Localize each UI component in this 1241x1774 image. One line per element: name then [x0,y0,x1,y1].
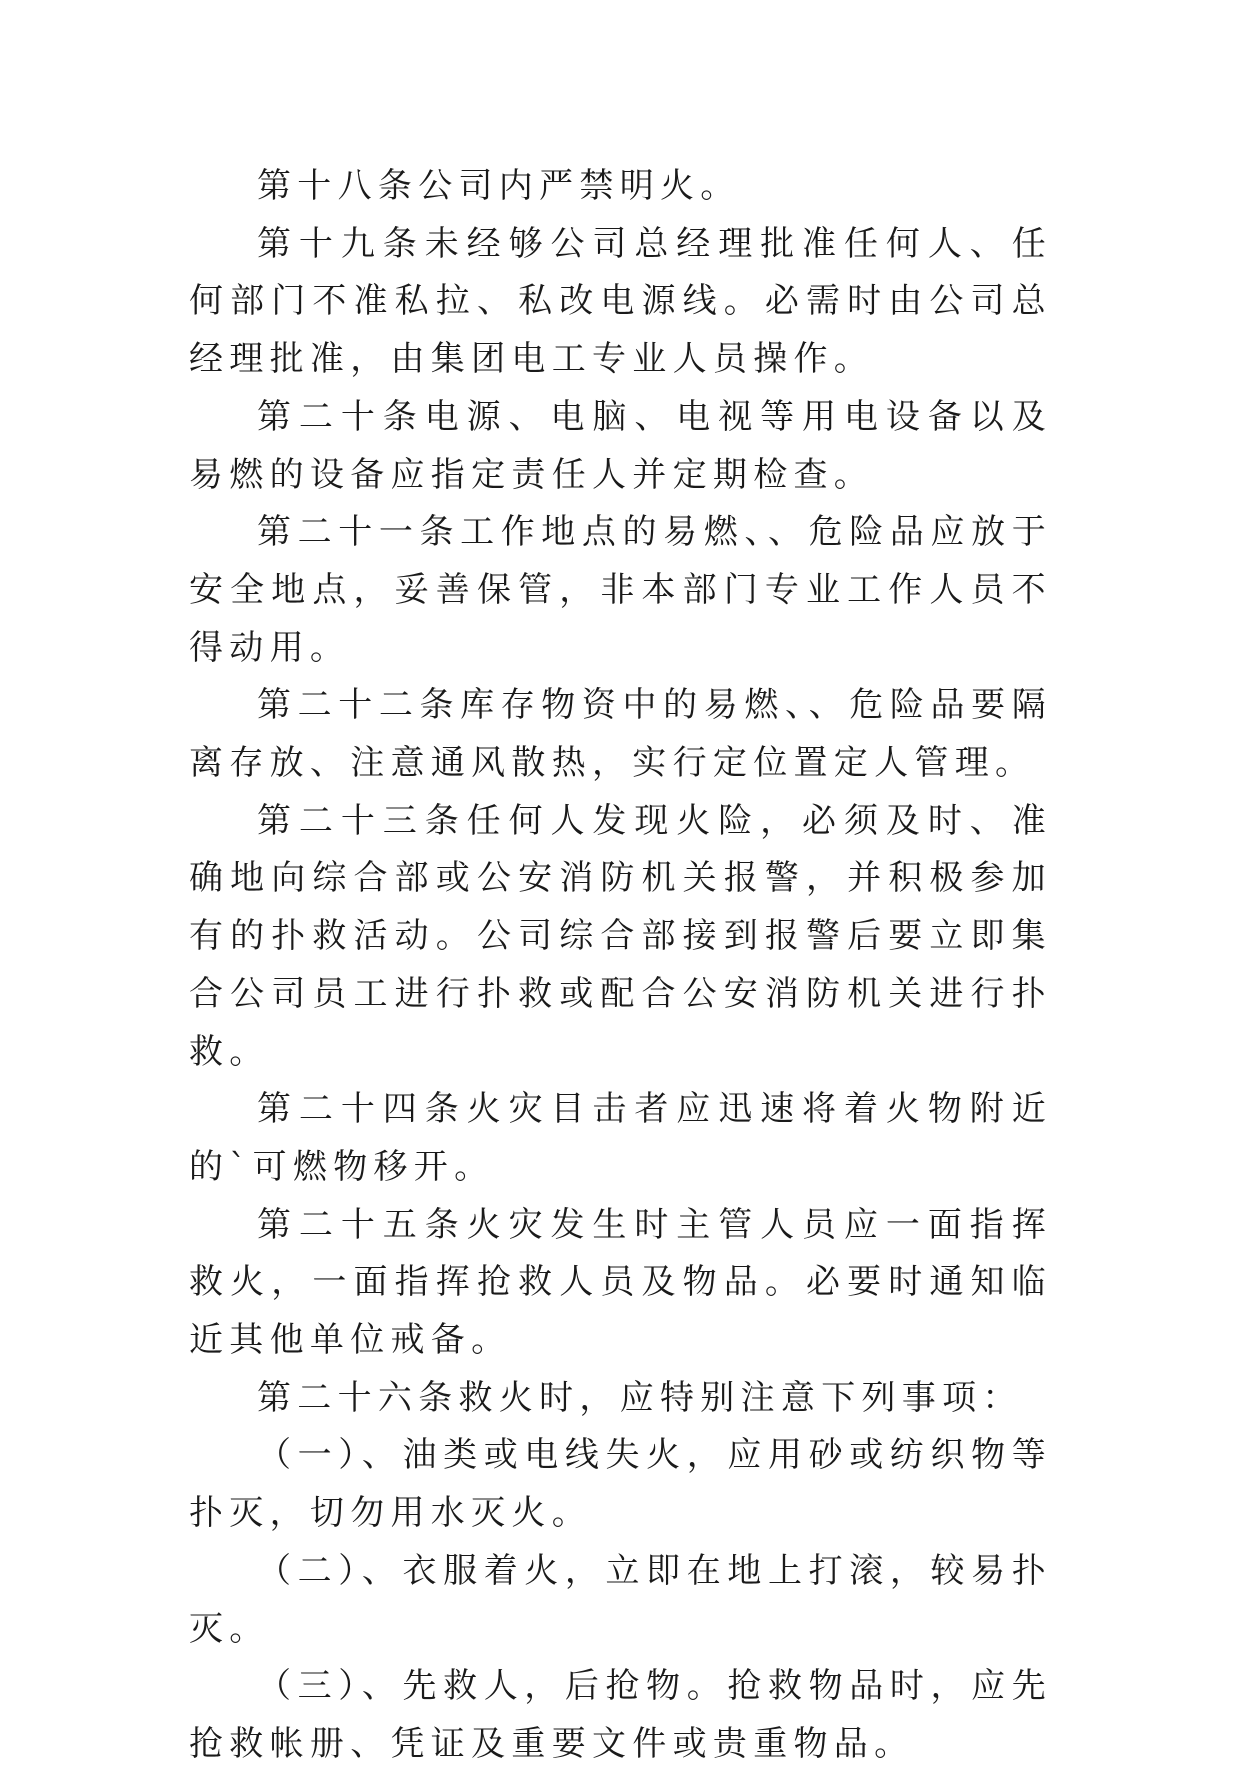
document-body [189,158,1052,1774]
article-22-paragraph: 第二十二条库存物资中的易燃、、危险品要隔离存放、注意通风散热，实行定位置定人管理。 [189,685,1052,784]
item-2-paragraph: （二）、衣服着火，立即在地上打滚，较易扑灭。 [189,1550,1052,1649]
item-3-paragraph: （三）、先救人，后抢物。抢救物品时，应先抢救帐册、凭证及重要文件或贵重物品。 [189,1666,1052,1764]
article-18-paragraph: 第十八条公司内严禁明火。 [257,166,741,206]
article-23-paragraph: 第二十三条任何人发现火险，必须及时、准确地向综合部或公安消防机关报警，并积极参加有的扑救活动。公司综合部接到报警后要立即集合公司员工进行扑救或配合公安消防机关进行扑救。 [189,800,1052,1072]
article-19-paragraph: 第十九条未经够公司总经理批准任何人、任何部门不准私拉、私改电源线。必需时由公司总经理批准，由集团电工专业人员操作。 [189,223,1052,380]
article-20-paragraph: 第二十条电源、电脑、电视等用电设备以及易燃的设备应指定责任人并定期检查。 [189,396,1052,495]
article-24-paragraph: 第二十四条火灾目击者应迅速将着火物附近的`可燃物移开。 [189,1089,1052,1187]
item-1-paragraph: （一）、油类或电线失火，应用砂或纺织物等扑灭，切勿用水灭火。 [189,1435,1052,1534]
article-21-paragraph: 第二十一条工作地点的易燃、、危险品应放于安全地点，妥善保管，非本部门专业工作人员不得动用。 [189,512,1052,668]
article-26-paragraph: 第二十六条救火时，应特别注意下列事项： [257,1377,1023,1418]
article-25-paragraph: 第二十五条火灾发生时主管人员应一面指挥救火，一面指挥抢救人员及物品。必要时通知临近其他单位戒备。 [189,1204,1052,1361]
